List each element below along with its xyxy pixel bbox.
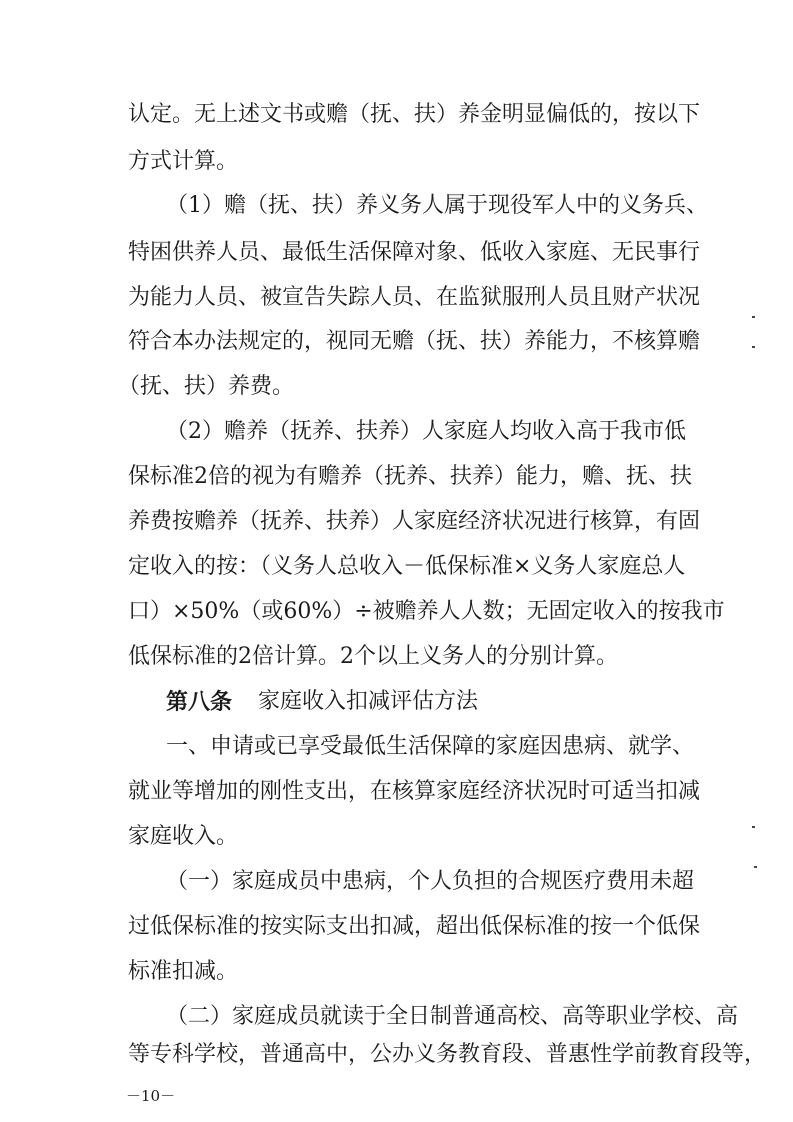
page-number: －10－ — [126, 1087, 176, 1105]
text-line: （二）家庭成员就读于全日制普通高校、高等职业学校、高 — [166, 1004, 739, 1029]
scan-mark — [752, 316, 755, 318]
article-title: 家庭收入扣减评估方法 — [258, 689, 479, 714]
text-line: （2）赡养（抚养、扶养）人家庭人均收入高于我市低 — [166, 419, 686, 444]
scan-mark — [752, 346, 755, 348]
article-heading: 第八条 — [166, 689, 233, 715]
text-line: 等专科学校，普通高中，公办义务教育段、普惠性学前教育段等， — [128, 1042, 767, 1067]
text-line: 认定。无上述文书或赡（抚、扶）养金明显偏低的，按以下 — [128, 102, 701, 127]
text-line: 定收入的按：（义务人总收入－低保标准×义务人家庭总人 — [128, 554, 686, 579]
text-line: 符合本办法规定的，视同无赡（抚、扶）养能力，不核算赡 — [128, 329, 701, 354]
text-line: （一）家庭成员中患病，个人负担的合规医疗费用未超 — [166, 869, 695, 894]
text-line: 过低保标准的按实际支出扣减，超出低保标准的按一个低保 — [128, 914, 701, 939]
scan-mark — [752, 826, 755, 828]
text-line: 低保标准的2倍计算。2个以上义务人的分别计算。 — [128, 644, 618, 669]
text-line: 一、申请或已享受最低生活保障的家庭因患病、就学、 — [166, 734, 695, 759]
text-line: （1）赡（抚、扶）养义务人属于现役军人中的义务兵、 — [166, 193, 708, 218]
text-line: （抚、扶）养费。 — [118, 374, 295, 399]
text-line: 为能力人员、被宣告失踪人员、在监狱服刑人员且财产状况 — [128, 285, 701, 310]
text-line: 保标准2倍的视为有赡养（抚养、扶养）能力，赡、抚、扶 — [128, 464, 692, 489]
text-line: 特困供养人员、最低生活保障对象、低收入家庭、无民事行 — [128, 240, 701, 265]
text-line: 养费按赡养（抚养、扶养）人家庭经济状况进行核算，有固 — [128, 509, 701, 534]
text-line: 方式计算。 — [128, 149, 239, 174]
text-line: 标准扣减。 — [128, 959, 239, 984]
scan-mark — [754, 866, 757, 868]
text-line: 口）×50%（或60%）÷被赡养人人数；无固定收入的按我市 — [128, 599, 725, 624]
text-line: 家庭收入。 — [128, 824, 239, 849]
text-line: 就业等增加的刚性支出，在核算家庭经济状况时可适当扣减 — [128, 779, 701, 804]
